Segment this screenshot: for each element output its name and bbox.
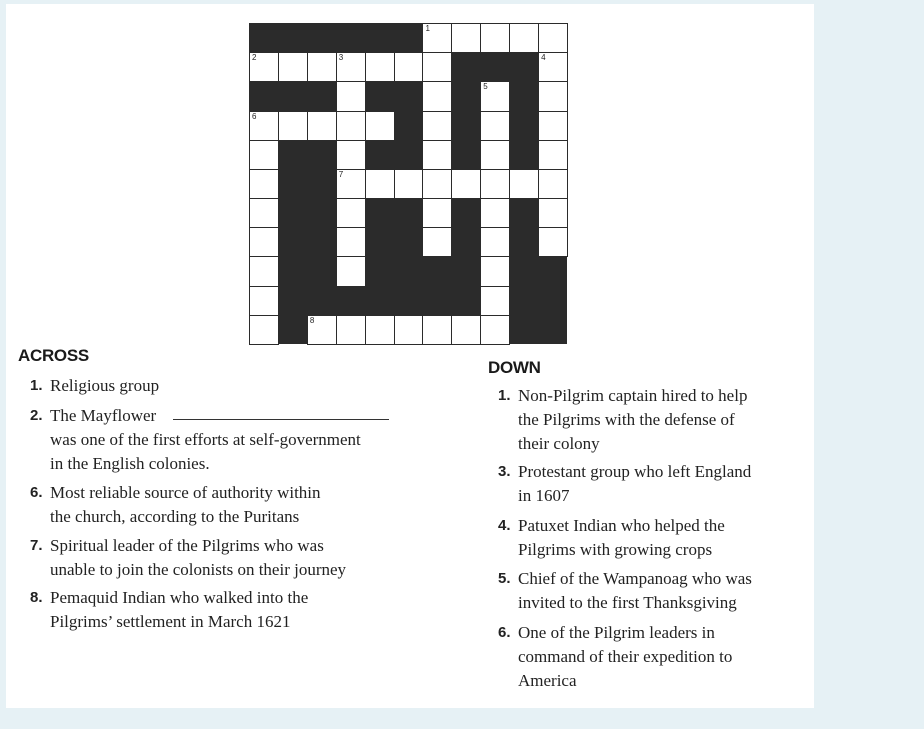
clue-line: Chief of the Wampanoag who was (518, 569, 752, 588)
crossword-cell[interactable] (249, 140, 279, 170)
crossword-cell[interactable] (422, 23, 452, 53)
crossword-cell[interactable] (538, 52, 568, 82)
crossword-cell[interactable] (307, 52, 337, 82)
crossword-cell[interactable] (451, 169, 481, 199)
crossword-cell[interactable] (480, 227, 510, 257)
crossword-cell[interactable] (480, 286, 510, 316)
crossword-cell[interactable] (394, 169, 424, 199)
crossword-cell[interactable] (480, 140, 510, 170)
crossword-cell[interactable] (249, 256, 279, 286)
clue-number: 6. (498, 624, 511, 641)
crossword-cell[interactable] (422, 169, 452, 199)
cell-number: 2 (252, 53, 257, 63)
crossword-cell[interactable] (249, 286, 279, 316)
down-clue-1 (498, 384, 798, 456)
clue-line: Pemaquid Indian who walked into the (50, 588, 309, 607)
down-heading: DOWN (488, 358, 541, 377)
crossword-cell[interactable] (480, 169, 510, 199)
crossword-grid (249, 23, 567, 344)
crossword-cell[interactable] (278, 111, 308, 141)
crossword-cell[interactable] (480, 111, 510, 141)
clue-line: their colony (518, 434, 600, 453)
crossword-cell[interactable] (336, 198, 366, 228)
crossword-cell[interactable] (422, 315, 452, 345)
crossword-cell[interactable] (365, 315, 395, 345)
across-clue-1 (30, 374, 430, 398)
cell-number: 7 (338, 169, 344, 179)
crossword-cell[interactable] (307, 111, 337, 141)
clue-line: America (518, 671, 577, 690)
clue-line: was one of the first efforts at self-government (50, 430, 361, 449)
crossword-cell[interactable] (336, 111, 366, 141)
clue-number: 2. (30, 407, 43, 424)
clue-line: the Pilgrims with the defense of (518, 410, 735, 429)
clue-line: The Mayflower (50, 406, 157, 425)
crossword-cell[interactable] (509, 23, 539, 53)
clue-number: 1. (498, 387, 511, 404)
clue-line: Non-Pilgrim captain hired to help (518, 386, 748, 405)
crossword-cell[interactable] (336, 227, 366, 257)
crossword-cell[interactable] (422, 111, 452, 141)
down-clue-5 (498, 567, 798, 615)
clue-line: Pilgrims with growing crops (518, 540, 713, 559)
crossword-cell[interactable] (249, 111, 279, 141)
crossword-cell[interactable] (249, 198, 279, 228)
crossword-cell[interactable] (336, 315, 366, 345)
crossword-cell[interactable] (509, 169, 539, 199)
cell-number: 3 (338, 53, 344, 63)
clue-line: invited to the first Thanksgiving (518, 593, 737, 612)
cell-number: 6 (252, 111, 257, 121)
crossword-cell[interactable] (422, 52, 452, 82)
clue-number: 8. (30, 589, 43, 606)
crossword-cell[interactable] (538, 23, 568, 53)
crossword-cell[interactable] (480, 256, 510, 286)
crossword-cell[interactable] (480, 315, 510, 345)
clue-line: the church, according to the Puritans (50, 507, 300, 526)
clue-number: 5. (498, 570, 511, 587)
crossword-cell[interactable] (365, 111, 395, 141)
clue-line: in 1607 (518, 486, 570, 505)
cell-number: 5 (483, 82, 488, 92)
crossword-cell[interactable] (538, 227, 568, 257)
across-clue-6 (30, 481, 450, 529)
clue-line: in the English colonies. (50, 454, 210, 473)
crossword-cell[interactable] (538, 81, 568, 111)
down-clue-4 (498, 514, 798, 562)
clue-number: 6. (30, 484, 43, 501)
down-clue-6 (498, 621, 798, 693)
clue-line: Religious group (50, 376, 160, 395)
crossword-cell[interactable] (451, 23, 481, 53)
crossword-cell[interactable] (394, 315, 424, 345)
clue-number: 3. (498, 463, 511, 480)
crossword-cell[interactable] (394, 52, 424, 82)
clue-line: unable to join the colonists on their journey (50, 560, 347, 579)
crossword-cell[interactable] (422, 227, 452, 257)
crossword-cell[interactable] (249, 227, 279, 257)
clue-line: Pilgrims’ settlement in March 1621 (50, 612, 291, 631)
crossword-cell[interactable] (480, 81, 510, 111)
across-clue-7 (30, 534, 450, 582)
crossword-cell[interactable] (336, 81, 366, 111)
cell-number: 1 (425, 24, 430, 33)
clue-line: command of their expedition to (518, 647, 733, 666)
crossword-cell[interactable] (307, 315, 337, 345)
cell-number: 8 (309, 315, 315, 325)
crossword-cell[interactable] (538, 111, 568, 141)
clue-number: 4. (498, 517, 511, 534)
crossword-cell[interactable] (249, 315, 279, 345)
crossword-cell[interactable] (278, 52, 308, 82)
crossword-cell[interactable] (422, 140, 452, 170)
crossword-cell[interactable] (451, 315, 481, 345)
clue-number: 1. (30, 377, 43, 394)
crossword-cell[interactable] (249, 169, 279, 199)
crossword-cell[interactable] (365, 52, 395, 82)
crossword-cell[interactable] (365, 169, 395, 199)
clue-line: Spiritual leader of the Pilgrims who was (50, 536, 324, 555)
across-heading: ACROSS (18, 346, 89, 365)
across-clue-2 (30, 404, 450, 476)
clue-line: Most reliable source of authority within (50, 483, 321, 502)
crossword-cell[interactable] (249, 52, 279, 82)
crossword-cell[interactable] (422, 198, 452, 228)
down-clue-3 (498, 460, 798, 508)
crossword-cell[interactable] (538, 169, 568, 199)
crossword-cell[interactable] (422, 81, 452, 111)
crossword-cell[interactable] (336, 169, 366, 199)
cell-number: 4 (541, 53, 546, 63)
across-clue-8 (30, 586, 450, 634)
crossword-cell[interactable] (480, 198, 510, 228)
fill-in-blank (173, 419, 389, 420)
clue-number: 7. (30, 537, 43, 554)
crossword-cell[interactable] (336, 52, 366, 82)
clue-line: Patuxet Indian who helped the (518, 516, 725, 535)
clue-line: One of the Pilgrim leaders in (518, 623, 715, 642)
crossword-cell[interactable] (538, 198, 568, 228)
crossword-cell[interactable] (336, 256, 366, 286)
crossword-cell[interactable] (538, 140, 568, 170)
crossword-cell[interactable] (336, 140, 366, 170)
clue-line: Protestant group who left England (518, 462, 752, 481)
crossword-cell[interactable] (480, 23, 510, 53)
